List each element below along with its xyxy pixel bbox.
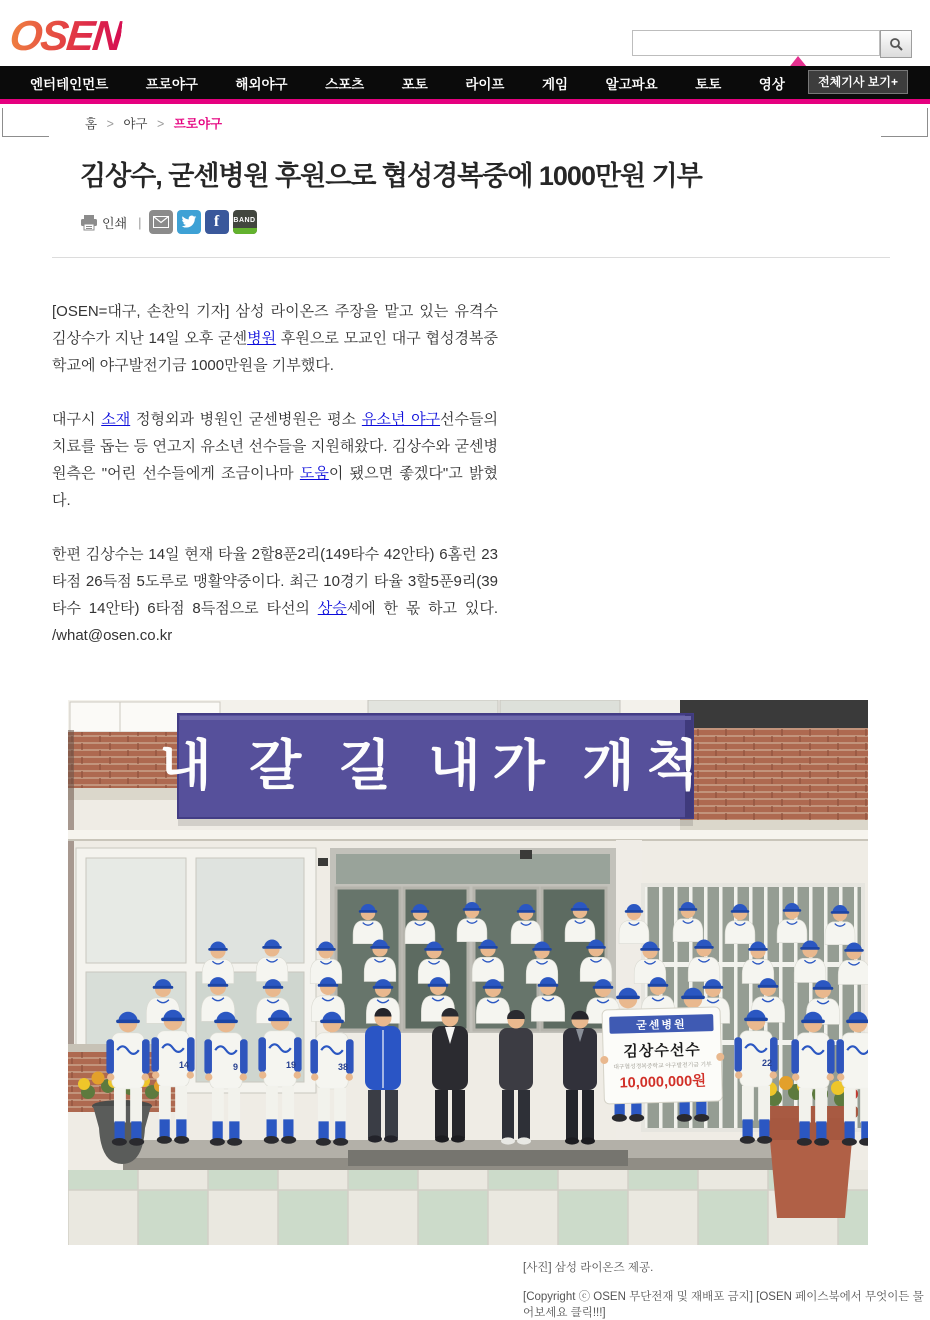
band-green-bar xyxy=(233,228,257,234)
jersey-number: 19 xyxy=(286,1060,297,1070)
share-row xyxy=(80,209,890,235)
nav-item-4[interactable]: 스포츠 xyxy=(325,76,365,92)
text-segment: 후원으로 모교인 대구 협성경복중학교에 야구발전기금 1000만원을 기부했다. xyxy=(52,330,498,374)
search-input[interactable] xyxy=(632,30,880,56)
search-box xyxy=(632,30,912,58)
header-corner-right xyxy=(881,108,928,137)
placard-hospital: 굳센병원 xyxy=(636,1018,687,1033)
text-segment: 선수들의 치료를 돕는 등 연고지 유소년 선수들을 지원해왔다. 김상수와 굳센병원측은 "어린 선수들에게 조금이나마 xyxy=(52,411,499,482)
email-icon[interactable] xyxy=(149,210,173,234)
osen-logo[interactable]: OSEN xyxy=(7,12,124,59)
header-corner-left xyxy=(2,108,49,137)
magnifier-icon xyxy=(889,37,903,51)
jersey-number: 38 xyxy=(338,1062,349,1072)
nav-item-10[interactable]: 영상 xyxy=(758,76,785,92)
placard-player: 김상수선수 xyxy=(623,1041,702,1061)
inline-link[interactable]: 병원 xyxy=(247,330,277,347)
nav-item-5[interactable]: 포토 xyxy=(401,76,428,92)
nav-item-9[interactable]: 토토 xyxy=(695,76,722,92)
school-banner xyxy=(159,714,710,826)
jersey-number: 22 xyxy=(762,1058,773,1068)
breadcrumb-separator: > xyxy=(157,117,165,131)
nav-item-3[interactable]: 해외야구 xyxy=(235,76,288,92)
text-segment: 대구시 xyxy=(52,411,102,428)
steps-and-pavement xyxy=(68,1140,868,1245)
all-articles-button[interactable]: 전체기사 보기+ xyxy=(808,70,908,94)
inline-link[interactable]: 도움 xyxy=(299,465,329,482)
banner-text: 내 갈 길 내가 개척 xyxy=(159,736,711,796)
placard-subtitle: 대구협성경복중학교 야구발전기금 기부 xyxy=(613,1062,712,1071)
text-segment: 이 됐으면 좋겠다"고 밝혔다. xyxy=(52,465,498,509)
jersey-number: 14 xyxy=(179,1060,190,1070)
breadcrumb-section[interactable]: 야구 xyxy=(123,117,148,131)
nav-item-7[interactable]: 게임 xyxy=(541,76,569,92)
nav-item-2[interactable]: 프로야구 xyxy=(145,76,198,92)
nav-item-1[interactable]: 엔터테인먼트 xyxy=(30,76,109,92)
article-body xyxy=(52,298,890,649)
accent-line xyxy=(0,99,930,104)
float-spacer xyxy=(498,298,890,624)
placard-amount: 10,000,000원 xyxy=(619,1073,707,1092)
print-label[interactable]: 인쇄 xyxy=(102,215,128,231)
photo-caption: [사진] 삼성 라이온즈 제공. xyxy=(523,1262,654,1274)
band-icon[interactable] xyxy=(233,210,257,234)
team-photo-illustration xyxy=(68,700,868,1245)
article-divider xyxy=(52,257,890,258)
breadcrumb-home[interactable]: 홈 xyxy=(85,117,98,131)
article-photo xyxy=(68,700,868,1245)
article xyxy=(52,150,890,676)
breadcrumb-current[interactable]: 프로야구 xyxy=(173,117,223,131)
breadcrumb-separator: > xyxy=(106,117,114,131)
text-segment: 세에 한 몫 하고 있다. /what@osen.co.kr xyxy=(52,600,498,644)
text-segment: 한편 김상수는 14일 현재 타율 2할8푼2리(149타수 42안타) 6홈런 23타점 26득점 5도루로 맹활약중이다. 최근 10경기 타율 3할5푼9리(39타수 14안타) 6타점 8득점으로 타선의 xyxy=(52,546,498,617)
twitter-icon[interactable] xyxy=(177,210,201,234)
inline-link[interactable]: 상승 xyxy=(317,600,347,617)
nav-item-8[interactable]: 알고파요 xyxy=(605,76,658,92)
inline-link[interactable]: 유소년 야구 xyxy=(361,411,441,428)
copyright-notice: [Copyright ⓒ OSEN 무단전재 및 재배포 금지] [OSEN 페이스북에서 무엇이든 물어보세요 클릭!!!] xyxy=(523,1291,924,1319)
text-segment: 정형외과 병원인 굳센병원은 평소 xyxy=(130,411,362,428)
breadcrumb xyxy=(85,114,222,132)
inline-link[interactable]: 소재 xyxy=(101,411,131,428)
print-icon[interactable] xyxy=(80,214,98,231)
main-nav xyxy=(0,66,930,99)
nav-item-6[interactable]: 라이프 xyxy=(465,76,505,92)
donation-placard xyxy=(599,1007,725,1104)
facebook-icon[interactable]: f xyxy=(205,210,229,234)
share-separator: | xyxy=(138,214,142,230)
search-button[interactable] xyxy=(880,30,912,58)
band-label: BAND xyxy=(233,217,256,224)
article-title: 김상수, 굳센병원 후원으로 협성경복중에 1000만원 기부 xyxy=(80,161,702,191)
text-segment: [OSEN=대구, 손찬익 기자] 삼성 라이온즈 주장을 맡고 있는 유격수 김상수가 지난 14일 오후 굳센 xyxy=(52,303,498,347)
jersey-number: 9 xyxy=(233,1062,239,1072)
